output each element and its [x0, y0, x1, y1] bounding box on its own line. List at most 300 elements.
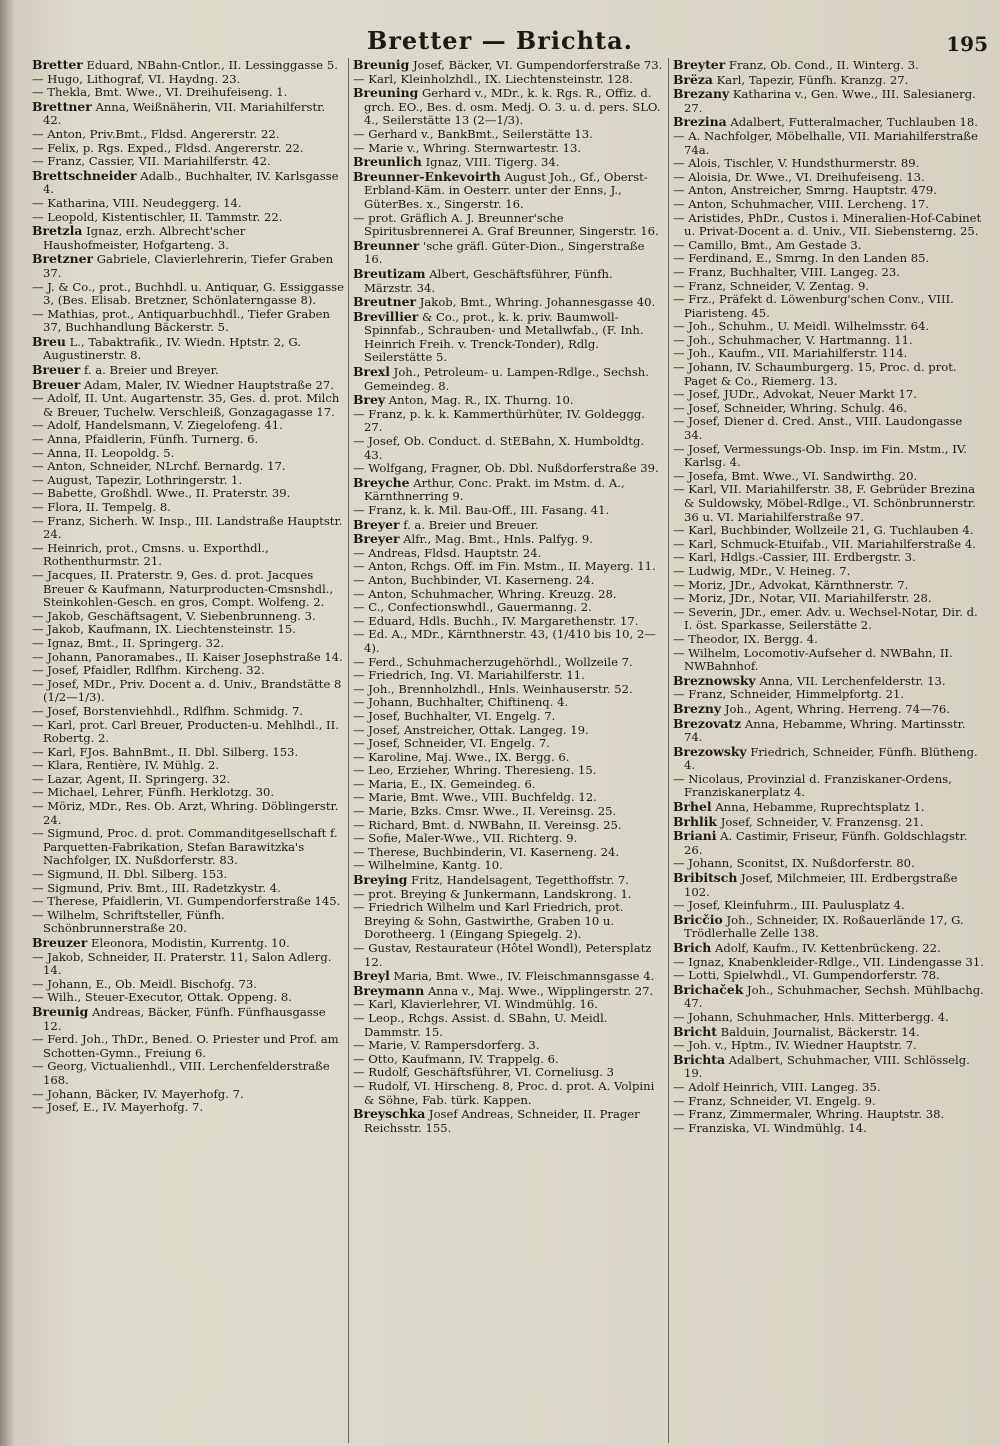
- entry-details: — Jakob, Kaufmann, IX. Liechtensteinstr. 15.: [32, 622, 296, 637]
- entry-surname: Brezany: [673, 86, 730, 102]
- entry-details: — Joh., Schuhm., U. Meidl. Wilhelmsstr. 64.: [673, 319, 930, 334]
- directory-entry: [673, 402, 984, 416]
- entry-details: — Franz, Schneider, VI. Engelg. 9.: [673, 1093, 876, 1108]
- directory-entry: [673, 280, 984, 294]
- entry-details: — C., Confectionswhdl., Gauermanng. 2.: [353, 600, 592, 615]
- directory-entry: [673, 470, 984, 484]
- directory-entry: [673, 239, 984, 253]
- directory-entry: [673, 293, 984, 320]
- entry-details: — Babette, Großhdl. Wwe., II. Praterstr. 39.: [32, 486, 291, 501]
- directory-entry: [673, 956, 984, 970]
- directory-entry: [353, 859, 664, 873]
- entry-details: — Sigmund, Proc. d. prot. Commanditgesellschaft f. Parquetten-Fabrikation, Stefan Barawitzka's Nachfolger, IX. Nußdorferstr. 83.: [32, 826, 338, 868]
- page-header: [0, 26, 1000, 56]
- entry-details: — Gustav, Restaurateur (Hôtel Wondl), Petersplatz 12.: [353, 941, 652, 969]
- directory-entry: [32, 895, 344, 909]
- entry-details: — Sigmund, II. Dbl. Silberg. 153.: [32, 867, 228, 882]
- entry-details: — Adolf Heinrich, VIII. Langeg. 35.: [673, 1079, 881, 1094]
- directory-entry: [32, 433, 344, 447]
- directory-entry: [353, 588, 664, 602]
- entry-details: — Ferd. Joh., ThDr., Bened. O. Priester und Prof. am Schotten-Gymn., Freiung 6.: [32, 1032, 339, 1060]
- directory-entry: [353, 669, 664, 683]
- directory-entry: [673, 415, 984, 442]
- entry-details: — Friedrich Wilhelm und Karl Friedrich, prot. Breying & Sohn, Gastwirthe, Graben 10 u. Dorotheerg. 1 (Eingang Spiegelg. 2).: [353, 900, 624, 942]
- entry-details: — Anton, Buchbinder, VI. Kaserneng. 24.: [353, 572, 595, 587]
- entry-details: — Karl, Schmuck-Etuifab., VII. Mariahilferstraße 4.: [673, 536, 976, 551]
- entry-details: Joh., Schneider, IX. Roßauerlände 17, G. Trödlerhalle Zelle 138.: [684, 912, 964, 941]
- entry-details: — Johann, E., Ob. Meidl. Bischofg. 73.: [32, 976, 257, 991]
- directory-entry: [32, 73, 344, 87]
- directory-entry: [673, 647, 984, 674]
- entry-details: — Josef, Ob. Conduct. d. StEBahn, X. Humboldtg. 43.: [353, 434, 645, 462]
- entry-details: — Klara, Rentière, IV. Mühlg. 2.: [32, 758, 220, 773]
- directory-entry: [32, 746, 344, 760]
- entry-details: Franz, Ob. Cond., II. Winterg. 3.: [728, 58, 919, 72]
- directory-entry: [673, 320, 984, 334]
- directory-entry: [353, 267, 664, 295]
- entry-details: — Franz, k. k. Mil. Bau-Off., III. Fasang. 41.: [353, 503, 610, 517]
- directory-entry: [673, 857, 984, 871]
- entry-details: — Therese, Buchbinderin, VI. Kaserneng. 24.: [353, 844, 620, 859]
- directory-entry: [353, 435, 664, 462]
- entry-details: — Joh., Kaufm., VII. Mariahilferstr. 114.: [673, 346, 908, 361]
- directory-entry: [32, 936, 344, 951]
- directory-entry: [32, 169, 344, 197]
- entry-details: — Josef, Diener d. Cred. Anst., VIII. Laudongasse 34.: [673, 414, 963, 443]
- entry-surname: Brevillier: [353, 308, 419, 324]
- directory-entry: [32, 800, 344, 827]
- directory-entry: [673, 1025, 984, 1040]
- directory-entry: [673, 871, 984, 899]
- directory-entry: [353, 751, 664, 765]
- entry-details: — A. Nachfolger, Möbelhalle, VII. Mariahilferstraße 74a.: [673, 128, 978, 157]
- entry-details: A. Castimir, Friseur, Fünfh. Goldschlagstr. 26.: [684, 829, 968, 857]
- entry-details: — Sigmund, Priv. Bmt., III. Radetzkystr. 4.: [32, 880, 281, 895]
- directory-entry: [32, 719, 344, 746]
- directory-entry: [673, 1108, 984, 1122]
- directory-entry: [32, 281, 344, 308]
- directory-entry: [32, 773, 344, 787]
- directory-entry: [32, 363, 344, 378]
- entry-details: — Leop., Rchgs. Assist. d. SBahn, U. Meidl. Dammstr. 15.: [353, 1010, 608, 1039]
- entry-details: Arthur, Conc. Prakt. im Mstm. d. A., Kärnthnerring 9.: [364, 475, 625, 504]
- directory-entry: [673, 212, 984, 239]
- entry-details: Jakob, Bmt., Whring. Johannesgasse 40.: [419, 295, 656, 310]
- entry-details: — Franziska, VI. Windmühlg. 14.: [673, 1120, 867, 1135]
- entry-details: Albert, Geschäftsführer, Fünfh. Märzstr. 34.: [364, 266, 613, 295]
- entry-details: Josef, Milchmeier, III. Erdbergstraße 102.: [684, 871, 958, 899]
- directory-entry: [673, 1011, 984, 1025]
- directory-entry: [32, 392, 344, 419]
- directory-entry: [353, 1053, 664, 1067]
- entry-details: — Therese, Pfaidlerin, VI. Gumpendorferstraße 145.: [32, 894, 341, 909]
- directory-entry: [32, 610, 344, 624]
- entry-details: August Joh., Gf., Oberst-Erbland-Käm. in Oesterr. unter der Enns, J., GüterBes. x., Singerstr. 16.: [364, 169, 648, 211]
- directory-entry: [353, 295, 664, 310]
- entry-details: — prot. Gräflich A. J. Breunner'sche Spiritusbrennerei A. Graf Breunner, Singerstr. 16.: [353, 210, 659, 239]
- directory-entry: [673, 702, 984, 717]
- directory-entry: [32, 474, 344, 488]
- entry-details: — Josefa, Bmt. Wwe., VI. Sandwirthg. 20.: [673, 468, 918, 483]
- directory-entry: [32, 759, 344, 773]
- directory-entry: [32, 378, 344, 393]
- entry-details: — Franz, Sicherh. W. Insp., III. Landstraße Hauptstr. 24.: [32, 513, 343, 542]
- entry-details: — Aristides, PhDr., Custos i. Mineralien-Hof-Cabinet u. Privat-Docent a. d. Univ., VII. Siebensterng. 25.: [673, 210, 982, 239]
- directory-entry: [32, 487, 344, 501]
- directory-entry: [353, 560, 664, 574]
- entry-details: — Karl, VII. Mariahilferstr. 38, F. Gebrüder Brezina & Suldowsky, Möbel-Rdlge., VI. Schönbrunnerstr. 36 u. VI. Mariahilferstraße 97.: [673, 482, 976, 524]
- entry-surname: Breu: [32, 333, 66, 349]
- entry-details: — Marie v., Whring. Sternwartestr. 13.: [353, 140, 582, 155]
- directory-entry: [32, 515, 344, 542]
- directory-entry: [353, 724, 664, 738]
- entry-details: Maria, Bmt. Wwe., IV. Fleischmannsgasse 4.: [393, 969, 655, 984]
- entry-surname: Breying: [353, 872, 408, 888]
- entry-surname: Breyter: [673, 58, 726, 72]
- column-left: [28, 58, 348, 1443]
- entry-details: L., Tabaktrafik., IV. Wiedn. Hptstr. 2, G. Augustinerstr. 8.: [43, 334, 301, 363]
- directory-entry: [353, 128, 664, 142]
- directory-entry: [673, 1053, 984, 1081]
- entry-details: — Wilhelmine, Kantg. 10.: [353, 858, 503, 873]
- entry-details: — Johann, IV. Schaumburgerg. 15, Proc. d. prot. Paget & Co., Riemerg. 13.: [673, 360, 957, 388]
- directory-entry: [32, 142, 344, 156]
- entry-details: — Rudolf, Geschäftsführer, VI. Corneliusg. 3: [353, 1065, 614, 1080]
- directory-entry: [32, 623, 344, 637]
- entry-details: Gerhard v., MDr., k. k. Rgs. R., Offiz. d. grch. EO., Bes. d. osm. Medj. O. 3. u. d. pers. SLO. 4., Seilerstätte 13 (2—1/3).: [364, 86, 661, 128]
- directory-entry: [32, 1033, 344, 1060]
- entry-details: — Anton, Rchgs. Off. im Fin. Mstm., II. Mayerg. 11.: [353, 559, 656, 574]
- entry-details: — Frz., Präfekt d. Löwenburg'schen Conv., VIII. Piaristeng. 45.: [673, 292, 954, 320]
- directory-entry: [353, 601, 664, 615]
- entry-surname: Brichta: [673, 1051, 726, 1067]
- entry-surname: Brich: [673, 940, 712, 955]
- entry-surname: Breyl: [353, 968, 390, 984]
- directory-entry: [353, 212, 664, 239]
- entry-details: 'sche gräfl. Güter-Dion., Singerstraße 16.: [364, 238, 645, 267]
- entry-details: — Johann, Schuhmacher, Hnls. Mitterbergg. 4.: [673, 1009, 949, 1024]
- entry-surname: Bricčio: [673, 911, 723, 927]
- entry-details: — Alois, Tischler, V. Hundsthurmerstr. 89.: [673, 156, 920, 171]
- entry-details: — Josef, Borstenviehhdl., Rdlfhm. Schmidg. 7.: [32, 703, 304, 718]
- directory-entry: [32, 460, 344, 474]
- directory-entry: [673, 130, 984, 157]
- entry-details: — Anton, Schneider, NLrchf. Bernardg. 17.: [32, 459, 286, 474]
- directory-entry: [673, 184, 984, 198]
- entry-details: f. a. Breier und Breuer.: [403, 517, 539, 532]
- directory-entry: [353, 365, 664, 393]
- directory-entry: [673, 1122, 984, 1136]
- entry-surname: Brhlik: [673, 813, 718, 829]
- entry-surname: Breyschka: [353, 1106, 426, 1122]
- entry-surname: Brezny: [673, 700, 722, 716]
- entry-details: — Johann, Panoramabes., II. Kaiser Josephstraße 14.: [32, 649, 343, 664]
- entry-details: — Hugo, Lithograf, VI. Haydng. 23.: [32, 71, 241, 86]
- entry-details: — Johann, Buchhalter, Chiftinenq. 4.: [353, 695, 569, 710]
- entry-details: — Josef, Anstreicher, Ottak. Langeg. 19.: [353, 722, 589, 737]
- entry-details: Joh., Agent, Whring. Herreng. 74—76.: [724, 701, 950, 716]
- directory-entry: [353, 737, 664, 751]
- entry-details: — Josef, E., IV. Mayerhofg. 7.: [32, 1100, 204, 1115]
- entry-surname: Brezowsky: [673, 743, 747, 759]
- directory-entry: [673, 443, 984, 470]
- directory-entry: [353, 1039, 664, 1053]
- directory-entry: [32, 155, 344, 169]
- directory-entry: [353, 170, 664, 212]
- directory-entry: [673, 266, 984, 280]
- directory-entry: [353, 819, 664, 833]
- entry-details: Ignaz, erzh. Albrecht'scher Haushofmeister, Hofgarteng. 3.: [43, 224, 246, 252]
- directory-entry: [353, 393, 664, 408]
- directory-entry: [32, 86, 344, 100]
- directory-entry: [353, 969, 664, 984]
- entry-details: Balduin, Journalist, Bäckerstr. 14.: [720, 1024, 920, 1039]
- entry-details: — Franz, Schneider, V. Zentag. 9.: [673, 278, 870, 293]
- entry-surname: Bricht: [673, 1023, 717, 1039]
- entry-surname: Bretzla: [32, 223, 83, 239]
- directory-entry: [32, 419, 344, 433]
- directory-entry: [673, 592, 984, 606]
- entry-details: Josef, Bäcker, VI. Gumpendorferstraße 73.: [412, 58, 663, 72]
- directory-entry: [32, 882, 344, 896]
- directory-entry: [673, 171, 984, 185]
- entry-surname: Breyche: [353, 474, 410, 490]
- directory-entry: [353, 1107, 664, 1135]
- directory-entry: [32, 128, 344, 142]
- entry-details: — Karl, prot. Carl Breuer, Producten-u. Mehlhdl., II. Robertg. 2.: [32, 717, 339, 746]
- entry-surname: Bretter: [32, 58, 83, 72]
- directory-entry: [353, 628, 664, 655]
- entry-details: Eduard, NBahn-Cntlor., II. Lessinggasse 5.: [86, 58, 338, 72]
- entry-details: — Franz, p. k. k. Kammerthürhüter, IV. Goldeggg. 27.: [353, 406, 645, 435]
- entry-details: Adam, Maler, IV. Wiedner Hauptstraße 27.: [84, 377, 334, 392]
- directory-entry: [673, 941, 984, 956]
- directory-entry: [353, 683, 664, 697]
- directory-entry: [673, 1081, 984, 1095]
- entry-details: — Adolf, II. Unt. Augartenstr. 35, Ges. d. prot. Milch & Breuer, Tuchelw. Verschleiß, Gonzagagasse 17.: [32, 391, 340, 419]
- entry-details: — Möriz, MDr., Res. Ob. Arzt, Whring. Döblingerstr. 24.: [32, 799, 339, 827]
- directory-entry: [673, 800, 984, 815]
- entry-details: — Heinrich, prot., Cmsns. u. Exporthdl., Rothenthurmstr. 21.: [32, 540, 269, 569]
- directory-entry: [32, 1088, 344, 1102]
- entry-details: Adalbert, Futteralmacher, Tuchlauben 18.: [730, 115, 978, 130]
- directory-entry: [32, 1060, 344, 1087]
- directory-entry: [32, 335, 344, 363]
- directory-entry: [353, 504, 664, 518]
- entry-details: — Anna, Pfaidlerin, Fünfh. Turnerg. 6.: [32, 432, 259, 447]
- entry-details: Joh., Petroleum- u. Lampen-Rdlge., Sechsh. Gemeindeg. 8.: [364, 365, 649, 393]
- directory-entry: [353, 574, 664, 588]
- entry-details: — Camillo, Bmt., Am Gestade 3.: [673, 237, 862, 252]
- entry-details: Ignaz, VIII. Tigerg. 34.: [425, 155, 560, 170]
- directory-entry: [32, 991, 344, 1005]
- entry-details: — Jacques, II. Praterstr. 9, Ges. d. prot. Jacques Breuer & Kaufmann, Naturproducten-Cmsnshdl., Steinkohlen-Gesch. en gros, Compt. Wolfeng. 2.: [32, 567, 334, 610]
- entry-details: — J. & Co., prot., Buchhdl. u. Antiquar, G. Essiggasse 3, (Bes. Elisab. Bretzner, Schönlaterngasse 8).: [32, 279, 344, 308]
- directory-entry: [353, 656, 664, 670]
- directory-entry: [673, 579, 984, 593]
- entry-surname: Bretzner: [32, 251, 94, 267]
- entry-details: — Eduard, Hdls. Buchh., IV. Margarethenstr. 17.: [353, 613, 639, 628]
- entry-surname: Breunner: [353, 237, 420, 253]
- directory-entry: [673, 551, 984, 565]
- entry-details: f. a. Breier und Breyer.: [84, 363, 219, 378]
- entry-details: — Nicolaus, Provinzial d. Franziskaner-Ordens, Franziskanerplatz 4.: [673, 771, 952, 800]
- entry-details: — Anton, Schuhmacher, VIII. Lercheng. 17.: [673, 196, 929, 211]
- directory-entry: [673, 913, 984, 941]
- directory-entry: [32, 197, 344, 211]
- directory-entry: [673, 983, 984, 1011]
- entry-details: — Ignaz, Bmt., II. Springerg. 32.: [32, 635, 225, 650]
- entry-details: — Johann, Sconitst, IX. Nußdorferstr. 80.: [673, 856, 915, 871]
- entry-surname: Brezovatz: [673, 715, 742, 731]
- directory-entry: [673, 157, 984, 171]
- directory-entry: [673, 252, 984, 266]
- entry-details: — Friedrich, Ing. VI. Mariahilferstr. 11.: [353, 668, 585, 683]
- directory-entry: [32, 542, 344, 569]
- directory-entry: [673, 87, 984, 115]
- entry-surname: Bribitsch: [673, 870, 738, 886]
- directory-entry: [673, 745, 984, 773]
- directory-entry: [32, 705, 344, 719]
- entry-details: — Ignaz, Knabenkleider-Rdlge., VII. Lindengasse 31.: [673, 954, 984, 969]
- entry-details: Fritz, Handelsagent, Tegetthoffstr. 7.: [411, 873, 629, 888]
- entry-surname: Breuer: [32, 376, 81, 392]
- directory-entry: [353, 901, 664, 942]
- entry-details: — Karl, Buchbinder, Wollzeile 21, G. Tuchlauben 4.: [673, 523, 974, 538]
- entry-details: — Josef, Buchhalter, VI. Engelg. 7.: [353, 708, 556, 723]
- entry-details: — Maria, E., IX. Gemeindeg. 6.: [353, 776, 536, 791]
- directory-entry: [353, 142, 664, 156]
- entry-details: — Marie, Bzks. Cmsr. Wwe., II. Vereinsg. 25.: [353, 804, 617, 819]
- entry-details: — Wilhelm, Schriftsteller, Fünfh. Schönbrunnerstraße 20.: [32, 907, 225, 936]
- entry-details: — Josef, JUDr., Advokat, Neuer Markt 17.: [673, 387, 917, 402]
- entry-surname: Breunner-Enkevoirth: [353, 168, 501, 184]
- directory-entry: [353, 58, 664, 73]
- entry-details: Karl, Tapezir, Fünfh. Kranzg. 27.: [716, 72, 909, 87]
- directory-entry: [32, 252, 344, 280]
- directory-entry: [673, 198, 984, 212]
- entry-surname: Briani: [673, 828, 717, 844]
- directory-entry: [673, 633, 984, 647]
- directory-entry: [353, 778, 664, 792]
- entry-details: — Anton, Anstreicher, Smrng. Hauptstr. 479.: [673, 183, 937, 198]
- entry-details: — Georg, Victualienhdl., VIII. Lerchenfelderstraße 168.: [32, 1059, 330, 1087]
- directory-entry: [353, 710, 664, 724]
- directory-entry: [32, 678, 344, 705]
- entry-details: — prot. Breying & Junkermann, Landskrong. 1.: [353, 886, 632, 901]
- entry-details: — Josef, Pfaidler, Rdlfhm. Kircheng. 32.: [32, 663, 265, 678]
- entry-details: — Josef, MDr., Priv. Docent a. d. Univ., Brandstätte 8 (1/2—1/3).: [32, 676, 342, 705]
- entry-details: Anna, Hebamme, Whring. Martinsstr. 74.: [684, 716, 966, 745]
- entry-details: — Franz, Cassier, VII. Mariahilferstr. 42.: [32, 154, 271, 169]
- directory-entry: [673, 1039, 984, 1053]
- directory-entry: [673, 361, 984, 388]
- entry-surname: Breunig: [32, 1003, 89, 1019]
- directory-entry: [353, 984, 664, 999]
- entry-details: — Wilhelm, Locomotiv-Aufseher d. NWBahn, II. NWBahnhof.: [673, 645, 953, 674]
- entry-surname: Breunig: [353, 58, 410, 72]
- entry-details: — Marie, V. Rampersdorferg. 3.: [353, 1038, 540, 1053]
- entry-details: Anna, Hebamme, Ruprechtsplatz 1.: [715, 800, 925, 815]
- entry-details: Eleonora, Modistin, Kurrentg. 10.: [91, 936, 290, 950]
- directory-entry: [673, 606, 984, 633]
- entry-details: — Theodor, IX. Bergg. 4.: [673, 631, 818, 646]
- columns: [28, 58, 990, 1443]
- directory-entry: [353, 791, 664, 805]
- entry-details: — Franz, Zimmermaler, Whring. Hauptstr. 38.: [673, 1107, 945, 1122]
- entry-details: — Joh., Brennholzhdl., Hnls. Weinhauserstr. 52.: [353, 681, 633, 696]
- entry-details: Adolf, Kaufm., IV. Kettenbrückeng. 22.: [714, 941, 941, 955]
- entry-details: Anna, VII. Lerchenfelderstr. 13.: [759, 673, 946, 688]
- directory-entry: [32, 501, 344, 515]
- entry-details: — Jakob, Geschäftsagent, V. Siebenbrunneng. 3.: [32, 608, 316, 623]
- entry-details: Joh., Schuhmacher, Sechsh. Mühlbachg. 47.: [684, 982, 984, 1011]
- entry-details: — Wilh., Steuer-Executor, Ottak. Oppeng. 8.: [32, 990, 292, 1005]
- directory-entry: [32, 951, 344, 978]
- entry-details: — Aloisia, Dr. Wwe., VI. Dreihufeiseng. 13.: [673, 169, 925, 184]
- entry-details: — Ferdinand, E., Smrng. In den Landen 85.: [673, 251, 930, 266]
- directory-entry: [353, 518, 664, 533]
- directory-entry: [673, 674, 984, 689]
- page-binding-edge: [0, 0, 14, 1446]
- directory-entry: [353, 1066, 664, 1080]
- entry-details: — Michael, Lehrer, Fünfh. Herklotzg. 30.: [32, 785, 275, 800]
- entry-details: Adalb., Buchhalter, IV. Karlsgasse 4.: [43, 168, 339, 197]
- entry-details: — Josef, Kleinfuhrm., III. Paulusplatz 4.: [673, 898, 905, 913]
- directory-entry: [353, 696, 664, 710]
- entry-details: — Otto, Kaufmann, IV. Trappelg. 6.: [353, 1051, 559, 1066]
- entry-details: — Karl, Klavierlehrer, VI. Windmühlg. 16.: [353, 997, 598, 1012]
- directory-entry: [353, 805, 664, 819]
- directory-entry: [32, 308, 344, 335]
- directory-entry: [32, 58, 344, 73]
- entry-surname: Breuzer: [32, 935, 88, 950]
- entry-details: — Marie, Bmt. Wwe., VIII. Buchfeldg. 12.: [353, 790, 597, 805]
- entry-details: Anton, Mag. R., IX. Thurng. 10.: [388, 393, 574, 408]
- entry-details: — Gerhard v., BankBmt., Seilerstätte 13.: [353, 126, 593, 141]
- entry-surname: Breutizam: [353, 265, 426, 281]
- entry-details: — Rudolf, VI. Hirscheng. 8, Proc. d. prot. A. Volpini & Söhne, Fab. türk. Kappen.: [353, 1078, 655, 1107]
- directory-entry: [673, 899, 984, 913]
- page-title: Bretter — Brichta.: [366, 26, 634, 55]
- column-middle: [348, 58, 668, 1443]
- entry-details: — Josef, Schneider, VI. Engelg. 7.: [353, 736, 550, 751]
- directory-entry: [673, 334, 984, 348]
- directory-entry: [353, 873, 664, 888]
- entry-details: — Josef, Schneider, Whring. Schulg. 46.: [673, 400, 908, 415]
- entry-surname: Breznowsky: [673, 672, 756, 688]
- entry-details: — Joh., Schuhmacher, V. Hartmanng. 11.: [673, 332, 913, 347]
- directory-entry: [673, 58, 984, 73]
- directory-entry: [32, 100, 344, 128]
- entry-details: — August, Tapezir, Lothringerstr. 1.: [32, 472, 243, 487]
- directory-entry: [673, 969, 984, 983]
- directory-entry: [353, 846, 664, 860]
- entry-surname: Brey: [353, 392, 386, 408]
- directory-entry: [673, 688, 984, 702]
- directory-entry: [673, 115, 984, 130]
- directory-entry: [673, 815, 984, 830]
- entry-details: — Johann, Bäcker, IV. Mayerhofg. 7.: [32, 1086, 244, 1101]
- directory-entry: [353, 155, 664, 170]
- directory-entry: [32, 651, 344, 665]
- directory-entry: [32, 978, 344, 992]
- directory-entry: [32, 664, 344, 678]
- entry-surname: Brettner: [32, 98, 92, 114]
- directory-entry: [32, 1101, 344, 1115]
- entry-details: — Lotti, Spielwhdl., VI. Gumpendorferstr. 78.: [673, 968, 940, 983]
- entry-details: — Moriz, JDr., Advokat, Kärnthnerstr. 7.: [673, 577, 909, 592]
